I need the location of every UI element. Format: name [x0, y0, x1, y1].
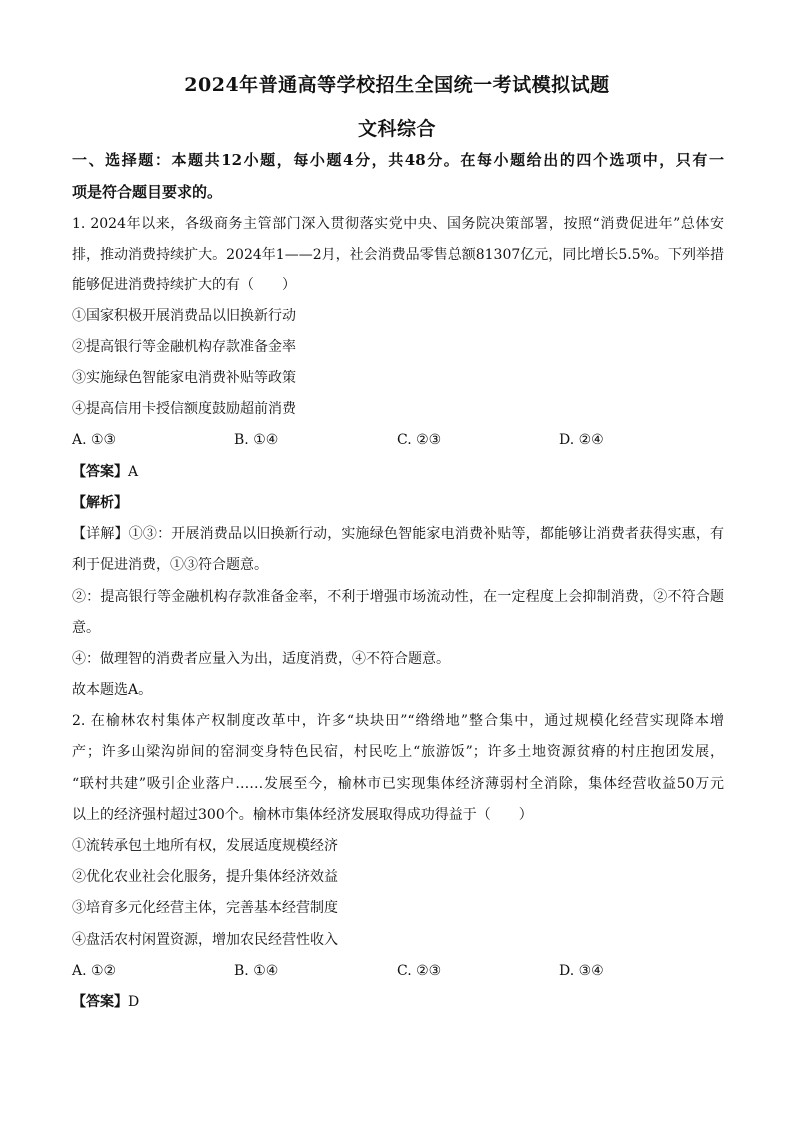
q1-answer-value: A	[128, 464, 139, 480]
exam-title: 2024年普通高等学校招生全国统一考试模拟试题	[184, 74, 610, 96]
q1-detail-line-5: ④：做理智的消费者应量入为出，适度消费，④不符合题意。	[72, 651, 450, 667]
q2-item-2: ②优化农业社会化服务，提升集体经济效益	[72, 869, 338, 885]
q2-item-1: ①流转承包土地所有权，发展适度规模经济	[72, 838, 338, 854]
q1-item-1: ①国家积极开展消费品以旧换新行动	[72, 308, 296, 324]
q2-answer-value: D	[128, 994, 140, 1010]
exam-subtitle: 文科综合	[357, 118, 436, 140]
q1-answer-row	[72, 462, 724, 482]
q1-item-2: ②提高银行等金融机构存款准备金率	[72, 339, 296, 355]
q1-stem-line-3: 能够促进消费持续扩大的有（ ）	[72, 277, 296, 293]
q1-detail-line-4: 意。	[72, 620, 100, 636]
q2-stem-line-2: 产；许多山梁沟峁间的窑洞变身特色民宿，村民吃上“旅游饭”；许多土地资源贫瘠的村庄抱团发展，	[72, 744, 724, 760]
q1-option-d: D. ②④	[559, 432, 604, 448]
q2-stem-line-4: 以上的经济强村超过300个。榆林市集体经济发展取得成功得益于（ ）	[72, 807, 533, 823]
q1-option-b: B. ①④	[234, 432, 279, 448]
q1-item-4: ④提高信用卡授信额度鼓励超前消费	[72, 401, 296, 417]
q1-stem-line-1: 1. 2024年以来，各级商务主管部门深入贯彻落实党中央、国务院决策部署，按照“消费促进年”总体安	[72, 216, 724, 232]
section-heading-line-2: 项是符合题目要求的。	[72, 183, 223, 201]
q2-answer-tag: 【答案】	[72, 994, 128, 1010]
q2-stem-line-3: “联村共建”吸引企业落户……发展至今，榆林市已实现集体经济薄弱村全消除，集体经营收益50万元	[72, 776, 724, 792]
q2-option-d: D. ③④	[559, 963, 604, 979]
q1-detail-line-3: ②：提高银行等金融机构存款准备金率，不利于增强市场流动性，在一定程度上会抑制消费，②不符合题	[72, 589, 724, 605]
q2-option-b: B. ①④	[234, 963, 279, 979]
q2-option-a: A. ①②	[72, 963, 117, 979]
q1-item-3: ③实施绿色智能家电消费补贴等政策	[72, 370, 296, 386]
q1-analysis-tag: 【解析】	[72, 495, 128, 511]
q1-stem-line-2: 排，推动消费持续扩大。2024年1——2月，社会消费品零售总额81307亿元，同比增长5.5%。下列举措	[72, 247, 724, 263]
q1-detail-line-6: 故本题选A。	[72, 682, 153, 698]
q1-detail-line-1: 【详解】①③：开展消费品以旧换新行动，实施绿色智能家电消费补贴等，都能够让消费者获得实惠，有	[72, 526, 724, 542]
section-heading-line-1: 一、选择题：本题共12小题，每小题4分，共48分。在每小题给出的四个选项中，只有一	[72, 151, 724, 169]
q2-item-4: ④盘活农村闲置资源，增加农民经营性收入	[72, 932, 338, 948]
q2-stem-line-1: 2. 在榆林农村集体产权制度改革中，许多“块块田”“绺绺地”整合集中，通过规模化经营实现降本增	[72, 713, 724, 729]
q1-option-c: C. ②③	[397, 432, 442, 448]
q1-answer-tag: 【答案】	[72, 464, 128, 480]
q2-option-c: C. ②③	[397, 963, 442, 979]
q2-item-3: ③培育多元化经营主体，完善基本经营制度	[72, 900, 338, 916]
q1-option-a: A. ①③	[72, 432, 117, 448]
q1-analysis-row	[72, 493, 724, 513]
q2-answer-row	[72, 992, 724, 1012]
q1-detail-line-2: 利于促进消费，①③符合题意。	[72, 557, 268, 573]
